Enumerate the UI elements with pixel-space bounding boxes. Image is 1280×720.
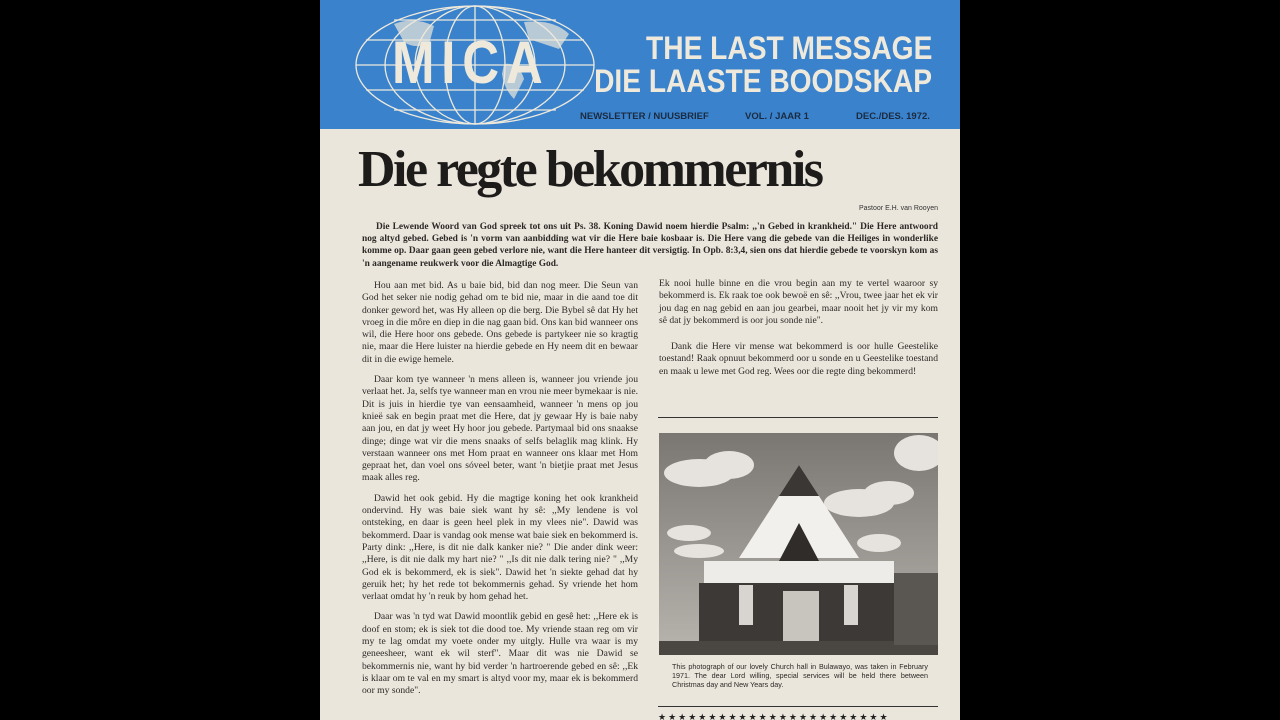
paragraph: Ek nooi hulle binne en die vrou begin aan my te vertel waaroor sy bekommerd is. Ek raak toe ook bewoë en sê: ,,Vrou, twee jaar het ek vir jou dag en nag gebid en aan jou gearbei, maar nooit het jy vir my kom sê dat jy bekommerd is oor jou sonde nie". [659, 278, 938, 326]
masthead [320, 0, 960, 129]
paragraph: Daar was 'n tyd wat Dawid moontlik gebid en gesê het: ,,Here ek is doof en stom; ek is siek tot die dood toe. My vriende staan reg om vir my te lag omdat my voete onder my uitgly. Hulle vra waar is my geneesheer, want ek wil sterf". Maar dit was nie Dawid se bekommernis nie, want hy bid verder 'n hartroerende gebed en sê: ,,Ek is klaar om te val en my smart is altyd voor my, maar ek is bekommerd oor my sonde". [362, 611, 638, 697]
church-hall-photo [659, 433, 938, 655]
left-column [362, 280, 638, 706]
paragraph: Dawid het ook gebid. Hy die magtige koning het ook krankheid ondervind. Hy was baie siek want hy sê: ,,My lendene is vol ontsteking, en daar is geen heel plek in my vlees nie". Dawid was bekommerd. Daar is vandag ook mense wat baie siek en bekommerd is. Party dink: ,,Here, is dit nie dalk kanker nie? " Die ander dink weer: ,,Here, is dit nie dalk my hart nie? " ,,Is dit nie dalk tering nie? " ,,My God ek is bekommerd, ek is siek". Dawid het 'n siekte gehad dat hy geruik het; hy het rede tot bekommernis gehad. Sy vriende het hom verlaat omdat hy 'n reuk by hom gehad het. [362, 492, 638, 603]
title-english: THE LAST MESSAGE [645, 30, 932, 66]
title-afrikaans: DIE LAASTE BOODSKAP [594, 63, 932, 99]
divider [658, 417, 938, 418]
article-intro: Die Lewende Woord van God spreek tot ons uit Ps. 38. Koning Dawid noem hierdie Psalm: ,,'n Gebed in krankheid." Die Here antwoord nog altyd gebed. Gebed is 'n vorm van aanbidding wat vir die Here baie kosbaar is. Die Here vang die gebede van die Heiliges in wonderlike komme op. Daar gaan geen gebed verlore nie, want die Here hanteer dit versigtig. In Opb. 8:3,4, sien ons dat hierdie gebede te voorskyn kom as 'n aangename reukwerk voor die Almagtige God. [362, 222, 938, 269]
newsletter-label: NEWSLETTER / NUUSBRIEF [580, 111, 709, 122]
photo-caption: This photograph of our lovely Church hall in Bulawayo, was taken in February 1971. The dear Lord willing, special services will be held there between Christmas day and New Years day. [672, 662, 928, 690]
paragraph: Daar kom tye wanneer 'n mens alleen is, wanneer jou vriende jou verlaat het. Ja, selfs tye wanneer man en vrou nie meer bymekaar is nie. Dit is juis in hierdie tye van eensaamheid, wanneer 'n mens op jou knieë sak en begin praat met die Here, dat jy gewaar Hy is baie naby aan jou, en dat jy weet Hy hoor jou gebede. Partymaal bid ons snaakse dinge; dinge wat vir die mens snaaks of selfs belaglik mag klink. Hy verstaan wanneer ons met Hom praat en wanneer ons klaar met Hom gepraat het, dan voel ons sóveel beter, want 'n bietjie praat met Jesus maak alles reg. [362, 374, 638, 484]
right-column [659, 278, 938, 386]
newsletter-page [320, 0, 960, 720]
volume-label: VOL. / JAAR 1 [745, 111, 809, 122]
divider [658, 706, 938, 707]
issue-date: DEC./DES. 1972. [856, 111, 930, 122]
paragraph: Dank die Here vir mense wat bekommerd is oor hulle Geestelike toestand! Raak opnuut bekommerd oor u sonde en u Geestelike toestand en maak u lewe met God reg. Wees oor die regte ding bekommerd! [659, 341, 938, 377]
article-headline: Die regte bekommernis [358, 141, 822, 198]
paragraph: Hou aan met bid. As u baie bid, bid dan nog meer. Die Seun van God het seker nie nodig gehad om te bid nie, maar in die aand toe dit donker geword het, was Hy alleen op die berg. Die Bybel sê dat Hy het vroeg in die môre en diep in die nag gaan bid. Ons kan bid wanneer ons wil, die Here hoor ons gebede. Ons gebede is partykeer nie so kragtig nie, maar die Here luister na hierdie gebede en Hy neem dit en bewaar dit in die ewige hemele. [362, 280, 638, 365]
article-byline: Pastoor E.H. van Rooyen [859, 205, 938, 212]
star-divider-icon: ★★★★★★★★★★★★★★★★★★★★★★★ [658, 712, 890, 720]
mica-logo: MICA [392, 29, 550, 96]
